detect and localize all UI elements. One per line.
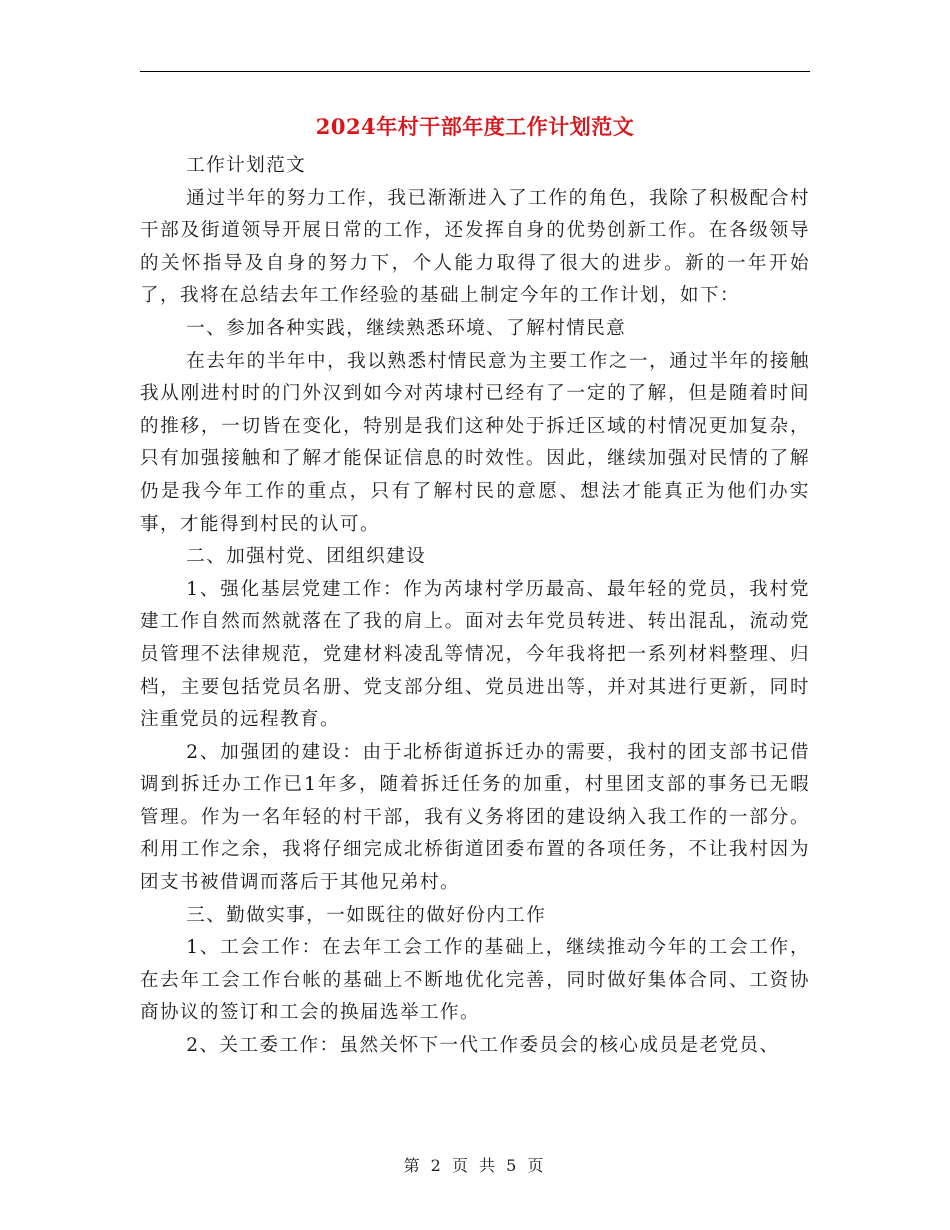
paragraph-section-1: 在去年的半年中，我以熟悉村情民意为主要工作之一，通过半年的接触我从刚进村时的门外汉到如今对芮埭村已经有了一定的了解，但是随着时间的推移，一切皆在变化，特别是我们这种处于拆迁区域的村情况更加复杂，只有加强接触和了解才能保证信息的时效性。因此，继续加强对民情的了解仍是我今年工作的重点，只有了解村民的意愿、想法才能真正为他们办实事，才能得到村民的认可。 xyxy=(140,350,810,535)
paragraph-league-building: 2、加强团的建设：由于北桥街道拆迁办的需要，我村的团支部书记借调到拆迁办工作已1年多，随着拆迁任务的加重，村里团支部的事务已无暇管理。作为一名年轻的村干部，我有义务将团的建设纳入我工作的一部分。利用工作之余，我将仔细完成北桥街道团委布置的各项任务，不让我村因为团支书被借调而落后于其他兄弟村。 xyxy=(140,741,810,894)
paragraph-union-work: 1、工会工作：在去年工会工作的基础上，继续推动今年的工会工作，在去年工会工作台帐的基础上不断地优化完善，同时做好集体合同、工资协商协议的签订和工会的换届选举工作。 xyxy=(140,937,810,1024)
paragraph-youth-committee: 2、关工委工作：虽然关怀下一代工作委员会的核心成员是老党员、 xyxy=(186,1035,780,1057)
header-rule xyxy=(140,71,810,72)
paragraph-intro: 通过半年的努力工作，我已渐渐进入了工作的角色，我除了积极配合村干部及街道领导开展日常的工作，还发挥自身的优势创新工作。在各级领导的关怀指导及自身的努力下，个人能力取得了很大的进步。新的一年开始了，我将在总结去年工作经验的基础上制定今年的工作计划，如下： xyxy=(140,187,810,307)
section-heading-3: 三、勤做实事，一如既往的做好份内工作 xyxy=(186,904,547,926)
page-number: 第 2 页 共 5 页 xyxy=(403,1156,547,1175)
paragraph-subtitle: 工作计划范文 xyxy=(186,155,307,176)
section-heading-1: 一、参加各种实践，继续熟悉环境、了解村情民意 xyxy=(186,317,627,339)
paragraph-party-building: 1、强化基层党建工作：作为芮埭村学历最高、最年轻的党员，我村党建工作自然而然就落在了我的肩上。面对去年党员转进、转出混乱，流动党员管理不法律规范，党建材料凌乱等情况，今年我将把一系列材料整理、归档，主要包括党员名册、党支部分组、党员进出等，并对其进行更新，同时注重党员的远程教育。 xyxy=(140,578,810,731)
section-heading-2: 二、加强村党、团组织建设 xyxy=(186,546,427,568)
document-body xyxy=(140,150,810,1063)
document-title: 2024年村干部年度工作计划范文 xyxy=(315,114,635,139)
